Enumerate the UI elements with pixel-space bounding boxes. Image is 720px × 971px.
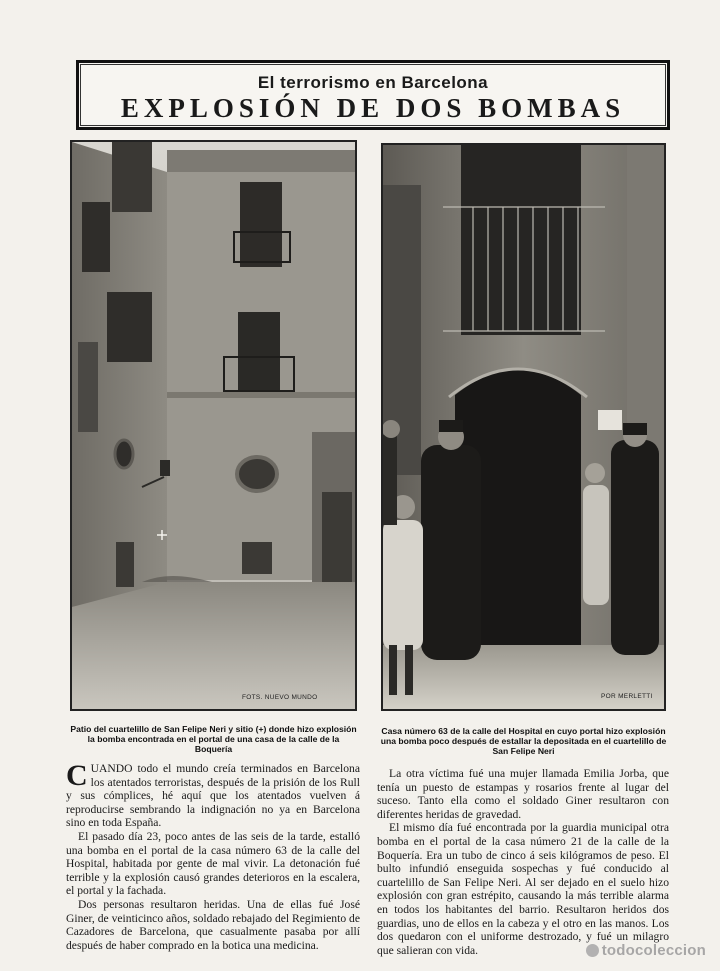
watermark [586, 942, 706, 959]
headline: EXPLOSIÓN DE DOS BOMBAS [120, 93, 626, 123]
article-paragraph: Dos personas resultaron heridas. Una de ellas fué José Giner, de veinticinco años, soldado rebajado del Regimiento de Cazadores de Barcelona, que casualmente pasaba por allí después de haber comprado en la botica una medicina. [66, 897, 360, 952]
doorway-illustration [383, 145, 664, 709]
title-box [76, 60, 670, 130]
article-paragraph [66, 759, 360, 830]
caption-right: Casa número 63 de la calle del Hospital en cuyo portal hizo explosión una bomba poco después de estallar la depositada en el cuartelillo de San Felipe Neri [380, 726, 667, 756]
photo-doorway [381, 143, 666, 711]
photo-credit-right: POR MERLETTI [601, 693, 653, 700]
caption-left: Patio del cuartelillo de San Felipe Neri y sitio (+) donde hizo explosión la bomba encontrada en el portal de una casa de la calle de la Boquería [70, 724, 357, 754]
opening-smallcaps: UANDO [90, 762, 133, 775]
courtyard-illustration [72, 142, 355, 709]
drop-cap: C [66, 759, 88, 792]
photo-courtyard [70, 140, 357, 711]
paragraph-text: todo el mundo creía terminados en Barcelona los atentados terroristas, después de la prisión de los Rull y sus cómplices, hé aquí que los atentados vuelven á reproducirse sembrando la indignación no ya en Barcelona sino en toda España. [66, 762, 360, 830]
article-paragraph: La otra víctima fué una mujer llamada Emilia Jorba, que tenía un puesto de estampas y rosarios frente al lugar del suceso. Tanto ella como el soldado Giner resultaron con diferentes heridas de gravedad. [377, 767, 669, 821]
watermark-text: todocoleccion [601, 942, 706, 959]
article-paragraph: El mismo día fué encontrada por la guardia municipal otra bomba en el portal de la casa número 21 de la calle de la Boquería. Era un tubo de cinco á seis kilógramos de peso. El bulto infundió enseguida sospechas y fué conducido al cuartelillo de San Felipe Neri. Al ser dejado en el suelo hizo explosión con gran estrépito, causando la más terrible alarma en todos los habitantes del barrio. Resultaron heridos dos guardias, uno de ellos en la cabeza y el otro en las manos. Los dos quedaron con el uniforme destrozado, y fué un milagro que salieran con vida. [377, 821, 669, 957]
article-column-right [377, 767, 669, 957]
kicker-title: El terrorismo en Barcelona [257, 73, 489, 92]
photo-credit-left: FOTS. NUEVO MUNDO [242, 694, 318, 701]
article-paragraph: El pasado día 23, poco antes de las seis de la tarde, estalló una bomba en el portal de la casa número 63 de la calle del Hospital, habitada por gente de mal vivir. La detonación fué terrible y la explosión causó grandes deterioros en la escalera, el portal y la fachada. [66, 829, 360, 898]
watermark-logo-icon [586, 944, 599, 957]
article-column-left [66, 759, 360, 952]
